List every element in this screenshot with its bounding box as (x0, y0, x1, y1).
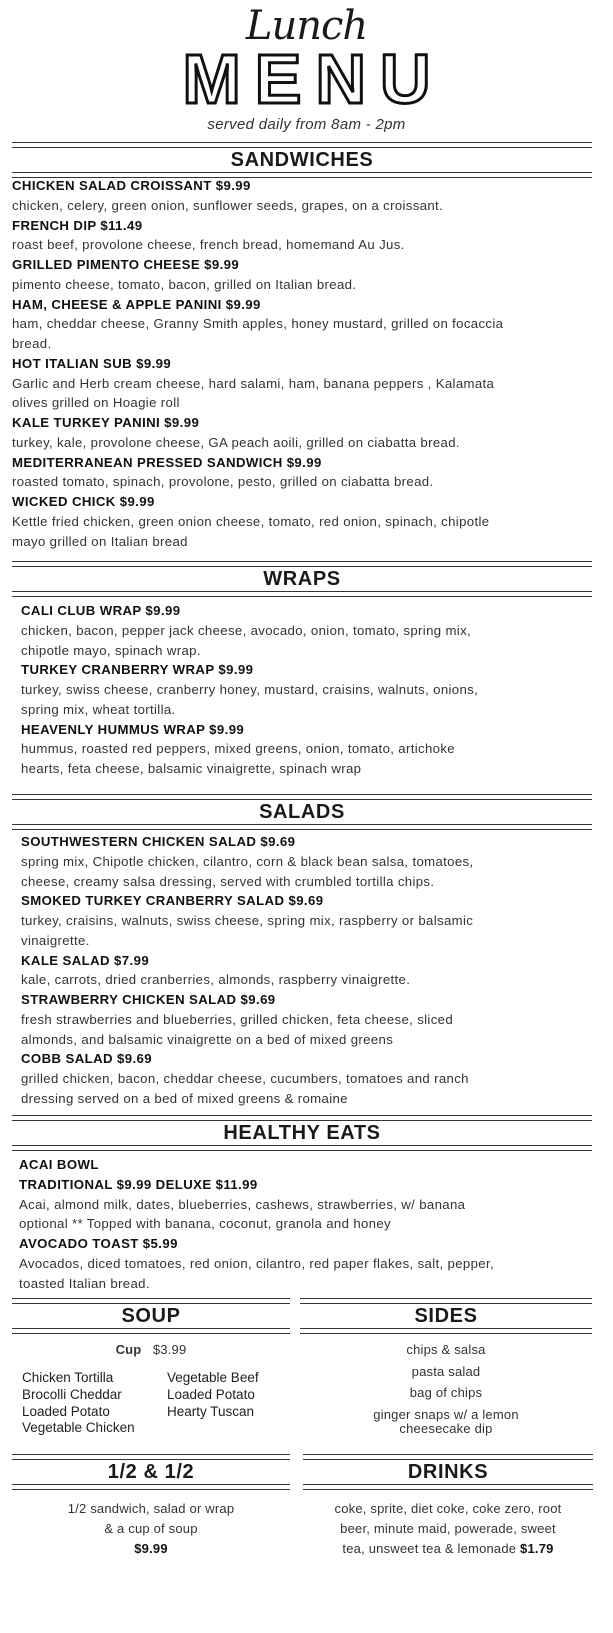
section-title: SOUP (121, 1305, 181, 1327)
soup-list-right (167, 1370, 259, 1420)
item-name: TURKEY CRANBERRY WRAP $9.99 (21, 662, 254, 678)
item-name: SOUTHWESTERN CHICKEN SALAD $9.69 (21, 834, 296, 849)
drinks-details (303, 1499, 593, 1559)
drinks-line: coke, sprite, diet coke, coke zero, root (334, 1501, 562, 1516)
soup-item: Brocolli Cheddar (22, 1386, 122, 1402)
item-description: grilled chicken, bacon, cheddar cheese, cucumbers, tomatoes and ranch (21, 1071, 469, 1086)
soup-item: Hearty Tuscan (167, 1403, 255, 1419)
item-description: spring mix, Chipotle chicken, cilantro, corn & black bean salsa, tomatoes, (21, 853, 474, 869)
item-description: bread. (12, 336, 52, 351)
item-description: dressing served on a bed of mixed greens & romaine (21, 1090, 348, 1106)
section-title: HEALTHY EATS (223, 1122, 381, 1144)
soup-cup-price (12, 1342, 290, 1357)
item-description: almonds, and balsamic vinaigrette on a bed of mixed greens (21, 1031, 394, 1047)
sandwiches-header (12, 142, 592, 178)
side-item: bag of chips (409, 1385, 483, 1400)
item-description: Garlic and Herb cream cheese, hard salami, ham, banana peppers , Kalamata (12, 375, 495, 391)
item-description: cheese, creamy salsa dressing, served with crumbled tortilla chips. (21, 873, 435, 889)
item-description: chicken, celery, green onion, sunflower seeds, grapes, on a croissant. (12, 197, 444, 213)
item-description: optional ** Topped with banana, coconut, granola and honey (19, 1216, 391, 1232)
healthy-eats-header (12, 1115, 592, 1151)
salads-header (12, 794, 592, 830)
half-line: 1/2 sandwich, salad or wrap (67, 1501, 235, 1516)
item-description: chipotle mayo, spinach wrap. (21, 642, 201, 658)
item-description: chicken, bacon, pepper jack cheese, avocado, onion, tomato, spring mix, (21, 622, 472, 638)
sandwiches-list (12, 176, 602, 551)
item-name: ACAI BOWL (19, 1157, 99, 1172)
healthy-eats-list (19, 1155, 604, 1293)
half-and-half-header (12, 1454, 290, 1490)
item-name: TRADITIONAL $9.99 DELUXE $11.99 (19, 1176, 258, 1192)
side-item: ginger snaps w/ a lemon cheesecake dip (373, 1406, 519, 1436)
item-name: HAM, CHEESE & APPLE PANINI $9.99 (12, 296, 261, 312)
section-title: SANDWICHES (230, 149, 374, 171)
menu-title: MENU (182, 40, 445, 118)
soup-item: Vegetable Beef (167, 1370, 259, 1385)
half-and-half-details (12, 1499, 290, 1559)
item-description: roast beef, provolone cheese, french bread, homemand Au Jus. (12, 237, 405, 253)
section-title: WRAPS (263, 568, 341, 590)
item-name: GRILLED PIMENTO CHEESE $9.99 (12, 257, 240, 272)
drinks-line: beer, minute maid, powerade, sweet (340, 1521, 556, 1536)
item-name: HOT ITALIAN SUB $9.99 (12, 355, 172, 371)
item-name: STRAWBERRY CHICKEN SALAD $9.69 (21, 992, 276, 1007)
drinks-header (303, 1454, 593, 1490)
item-description: ham, cheddar cheese, Granny Smith apples, honey mustard, grilled on focaccia (12, 316, 504, 332)
item-name: HEAVENLY HUMMUS WRAP $9.99 (21, 721, 245, 737)
section-title: 1/2 & 1/2 (107, 1461, 195, 1483)
item-description: hummus, roasted red peppers, mixed greens, onion, tomato, artichoke (21, 741, 455, 757)
drinks-price: $1.79 (520, 1541, 554, 1556)
cup-price: $3.99 (152, 1342, 187, 1357)
item-name: FRENCH DIP $11.49 (12, 217, 143, 233)
item-description: Avocados, diced tomatoes, red onion, cilantro, red paper flakes, salt, pepper, (19, 1255, 494, 1271)
item-description: spring mix, wheat tortilla. (21, 701, 176, 717)
item-description: Kettle fried chicken, green onion cheese, tomato, red onion, spinach, chipotle (12, 513, 490, 529)
menu-script-title: Lunch (245, 3, 368, 49)
item-name: CALI CLUB WRAP $9.99 (21, 603, 181, 618)
menu-subtitle: served daily from 8am - 2pm (207, 116, 406, 133)
item-name: KALE TURKEY PANINI $9.99 (12, 415, 200, 430)
item-name: COBB SALAD $9.69 (21, 1051, 152, 1067)
section-title: SIDES (414, 1305, 478, 1327)
item-name: CHICKEN SALAD CROISSANT $9.99 (12, 178, 251, 193)
soup-header (12, 1298, 290, 1334)
cup-label: Cup (115, 1342, 142, 1357)
item-description: hearts, feta cheese, balsamic vinaigrette, spinach wrap (21, 761, 362, 776)
item-description: fresh strawberries and blueberries, grilled chicken, feta cheese, sliced (21, 1011, 454, 1027)
item-description: kale, carrots, dried cranberries, almonds, raspberry vinaigrette. (21, 972, 411, 988)
soup-item: Chicken Tortilla (22, 1370, 114, 1385)
half-line: & a cup of soup (104, 1521, 198, 1536)
item-description: turkey, craisins, walnuts, swiss cheese, spring mix, raspberry or balsamic (21, 913, 474, 928)
soup-item: Loaded Potato (22, 1403, 110, 1419)
section-title: DRINKS (407, 1461, 489, 1483)
item-name: MEDITERRANEAN PRESSED SANDWICH $9.99 (12, 454, 322, 470)
item-description: olives grilled on Hoagie roll (12, 395, 180, 411)
item-description: roasted tomato, spinach, provolone, pesto, grilled on ciabatta bread. (12, 474, 434, 490)
item-name: AVOCADO TOAST $5.99 (19, 1236, 178, 1251)
item-description: toasted Italian bread. (19, 1275, 150, 1291)
item-name: WICKED CHICK $9.99 (12, 494, 155, 509)
item-description: turkey, swiss cheese, cranberry honey, mustard, craisins, walnuts, onions, (21, 682, 479, 697)
soup-item: Loaded Potato (167, 1386, 255, 1402)
half-price: $9.99 (134, 1541, 168, 1556)
soup-list-left (22, 1370, 135, 1437)
sides-header (300, 1298, 592, 1334)
salads-list (21, 832, 601, 1109)
item-name: SMOKED TURKEY CRANBERRY SALAD $9.69 (21, 893, 324, 909)
item-description: mayo grilled on Italian bread (12, 533, 188, 549)
item-description: vinaigrette. (21, 932, 90, 948)
side-item: chips & salsa (406, 1342, 486, 1357)
section-title: SALADS (259, 801, 345, 823)
side-item: pasta salad (411, 1363, 481, 1379)
drinks-line: tea, unsweet tea & lemonade (342, 1541, 517, 1556)
sides-list (300, 1343, 592, 1437)
wraps-header (12, 561, 592, 597)
item-description: turkey, kale, provolone cheese, GA peach aoili, grilled on ciabatta bread. (12, 434, 460, 450)
item-description: Acai, almond milk, dates, blueberries, cashews, strawberries, w/ banana (19, 1196, 466, 1212)
item-name: KALE SALAD $7.99 (21, 952, 150, 968)
wraps-list (21, 601, 601, 779)
item-description: pimento cheese, tomato, bacon, grilled on Italian bread. (12, 276, 357, 292)
soup-item: Vegetable Chicken (22, 1420, 135, 1436)
